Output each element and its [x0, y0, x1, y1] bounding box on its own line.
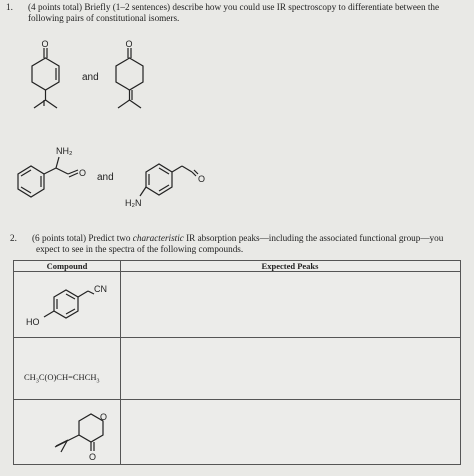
- row-divider-2: [14, 399, 460, 400]
- row-divider-1: [14, 337, 460, 338]
- question-2-text: [10, 233, 470, 255]
- pair-1-left-oxygen-label: O: [41, 39, 49, 49]
- row-2-formula-subscript-2: 3: [96, 378, 100, 385]
- row-3-compound-structure: [34, 403, 119, 463]
- pair-1-right-molecule: [108, 39, 158, 120]
- pair-2-right-oxygen-label: O: [198, 174, 206, 184]
- row-3-ketone-oxygen-label: O: [89, 452, 97, 462]
- pair-2-and: and: [97, 172, 114, 183]
- question-2-line-1-pre: (6 points total) Predict two: [32, 233, 133, 243]
- question-2-italic: characteristic: [132, 233, 184, 243]
- row-2-compound-formula: [24, 372, 100, 385]
- compound-column-header: Compound: [46, 261, 88, 271]
- pair-2-amine-label: NH₂: [56, 146, 73, 156]
- pair-2-left-oxygen-label: O: [79, 168, 87, 178]
- question-2-line-2: expect to see in the spectra of the following compounds.: [36, 244, 244, 254]
- row-1-nitrile-label: CN: [94, 284, 107, 294]
- table-header: [14, 261, 460, 272]
- question-2-number: 2.: [10, 233, 17, 243]
- question-1-line-1: (4 points total) Briefly (1–2 sentences) describe how you could use IR spectroscopy to differentiate between the: [28, 2, 440, 12]
- pair-2-right-molecule: [125, 158, 228, 218]
- row-3-ring-oxygen-label: O: [100, 412, 108, 422]
- question-1-number: 1.: [6, 2, 13, 12]
- compound-table: [13, 260, 461, 465]
- pair-2-left-molecule: [10, 142, 100, 202]
- row-2-formula-part-1: CH: [24, 372, 36, 382]
- pair-1-left-molecule: [22, 39, 72, 120]
- row-2-formula-part-2: C(O)CH=CHCH: [38, 372, 97, 382]
- row-1-hydroxyl-label: HO: [26, 317, 40, 327]
- column-divider: [120, 261, 121, 464]
- question-1-text: [6, 2, 466, 24]
- row-2-formula-subscript-1: 3: [35, 378, 39, 385]
- question-1-line-2: following pairs of constitutional isomers.: [28, 13, 180, 23]
- pair-2-aniline-label: H₂N: [125, 198, 142, 208]
- expected-peaks-column-header: Expected Peaks: [261, 261, 319, 271]
- row-1-compound-structure: [20, 279, 120, 334]
- question-2-line-1-post: IR absorption peaks—including the associated functional group—you: [183, 233, 444, 243]
- pair-1-and: and: [82, 72, 99, 83]
- pair-1-right-oxygen-label: O: [125, 39, 133, 49]
